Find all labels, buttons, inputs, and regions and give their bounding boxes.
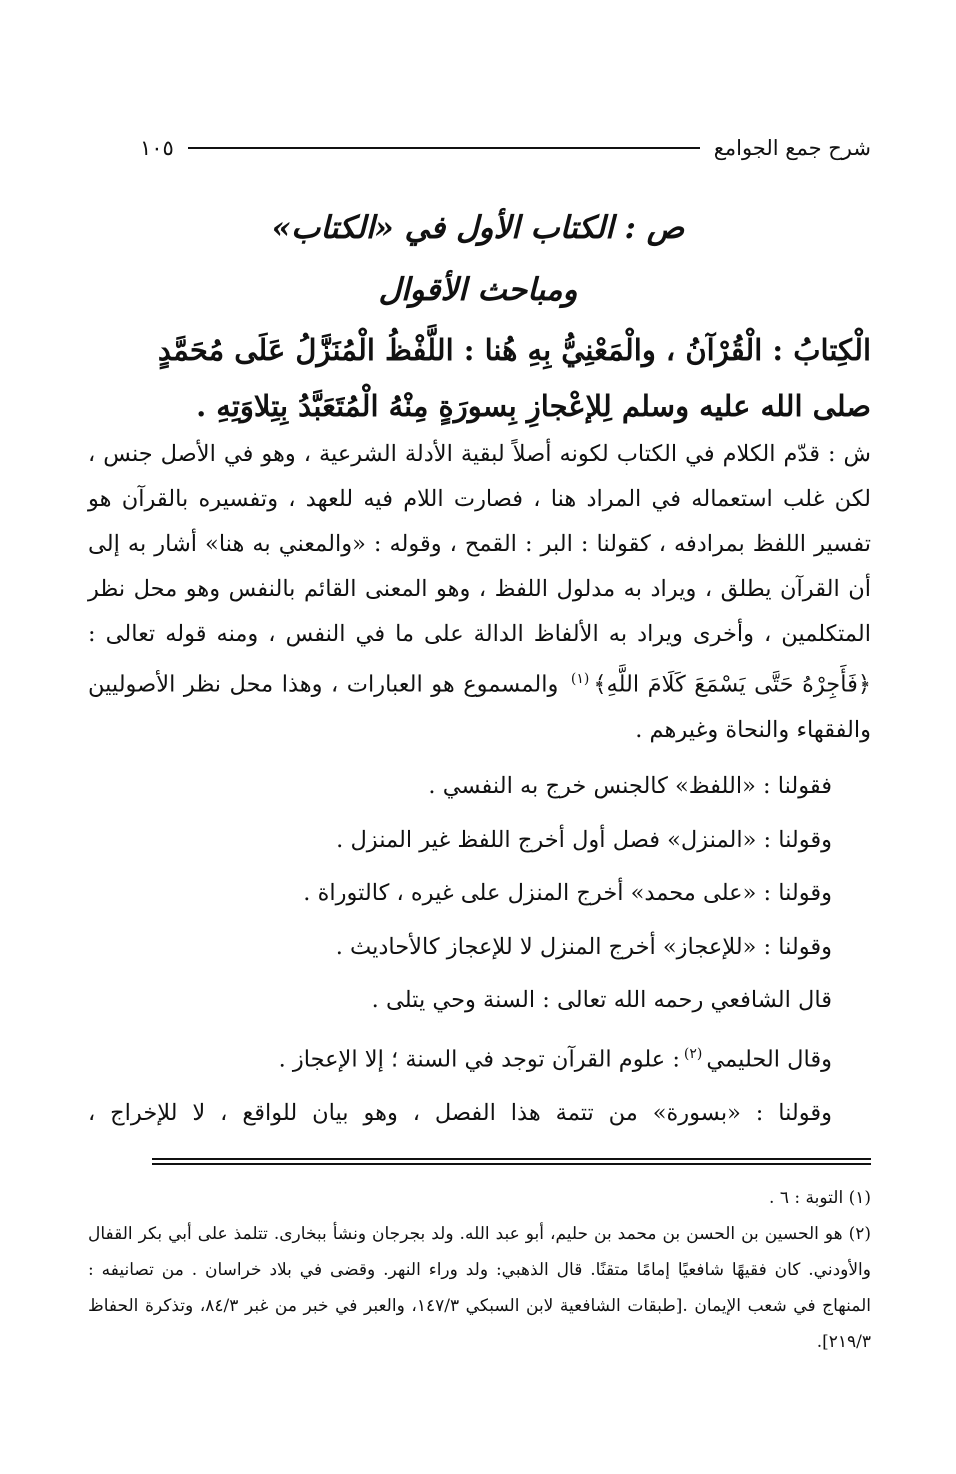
running-head [140,128,871,168]
chapter-title: ص : الكتاب الأول في «الكتاب» [271,210,685,246]
chapter-subtitle: ومباحث الأقوال [378,272,578,308]
sharh-paragraph [88,432,871,753]
note-lafz: فقولنا : «اللفظ» كالجنس خرج به النفسي . [428,773,832,799]
matn-line-1: الْكِتابُ : الْقُرْآنُ ، والْمَعْنِيُّ بِهِ هُنا : اللَّفْظُ الْمُنَزَّلُ عَلَى مُحَمَّدٍ [157,333,871,367]
page-number: ١٠٥ [140,136,174,160]
book-title: شرح جمع الجوامع [713,136,871,160]
footnote-1: (١) التوبة : ٦ . [769,1188,871,1208]
footnote-reference-2: (٢) [683,1045,703,1062]
matn-line-2: صلى الله عليه وسلم لِلإعْجازِ بِسورَةٍ مِنْهُ الْمُتَعَبَّدُ بِتِلاوَتِهِ . [196,389,871,423]
footnotes [88,1180,871,1360]
note-lil-ijaz: وقولنا : «للإعجاز» أخرج المنزل لا للإعجاز كالأحاديث . [335,933,832,960]
footnote-reference-1: (١) [570,671,590,687]
footnote-separator [152,1158,871,1168]
sharh-paragraph-part1: ش : قدّم الكلام في الكتاب لكونه أصلاً لبقية الأدلة الشرعية ، وهو في الأصل جنس ، لكن غلب استعماله في المراد هنا ، فصارت اللام فيه للعهد ، وتفسيره بالقرآن هو تفسير اللفظ بمرادفه ، كقولنا : البر : القمح ، وقوله : «والمعني به هنا» أشار به إلى أن القرآن يطلق ، ويراد به مدلول اللفظ ، وهو المعنى القائم بالنفس وهو محل نظر المتكلمين ، وأخرى ويراد به الألفاظ الدالة على ما في النفس ، ومنه قوله تعالى : ﴿فَأَجِرْهُ حَتَّى يَسْمَعَ كَلَامَ اللَّهِ﴾ [88,441,872,698]
definition-notes [88,760,832,1140]
note-ala-muhammad: وقولنا : «على محمد» أخرج المنزل على غيره ، كالتوراة . [303,880,832,906]
note-munazzal: وقولنا : «المنزل» فصل أول أخرج اللفظ غير المنزل . [336,826,832,853]
note-halimi-quote [88,1028,832,1087]
sharh-text [88,432,871,753]
halimi-quote-part1: وقال الحليمي [706,1046,832,1072]
halimi-quote-part2: : علوم القرآن توجد في السنة ؛ إلا الإعجاز . [278,1046,680,1072]
note-shafii-quote: قال الشافعي رحمه الله تعالى : السنة وحي يتلى . [371,987,832,1013]
matn-text [90,322,871,434]
footnote-2: (٢) هو الحسين بن الحسن بن محمد بن حليم، أبو عبد الله. ولد بجرجان ونشأ ببخارى. تتلمذ على أبي بكر القفال والأودني. كان فقيهًا شافعيًا إمامًا متقنًا. قال الذهبي: ولد وراء النهر. وقضى في بلاد خراسان . من تصانيفه : المنهاج في شعب الإيمان .[طبقات الشافعية لابن السبكي ١٤٧/٣، والعبر في خبر من غبر ٨٤/٣، وتذكرة الحفاظ ٢١٩/٣]. [88,1224,871,1352]
note-bi-surah: وقولنا : «بسورة» من تتمة هذا الفصل ، وهو بيان للواقع ، لا للإخراج ، [88,1099,832,1126]
sharh-paragraph-part2: والمسموع هو العبارات ، وهذا محل نظر الأصوليين والفقهاء والنحاة وغيرهم . [88,671,871,743]
header-rule [188,147,700,149]
